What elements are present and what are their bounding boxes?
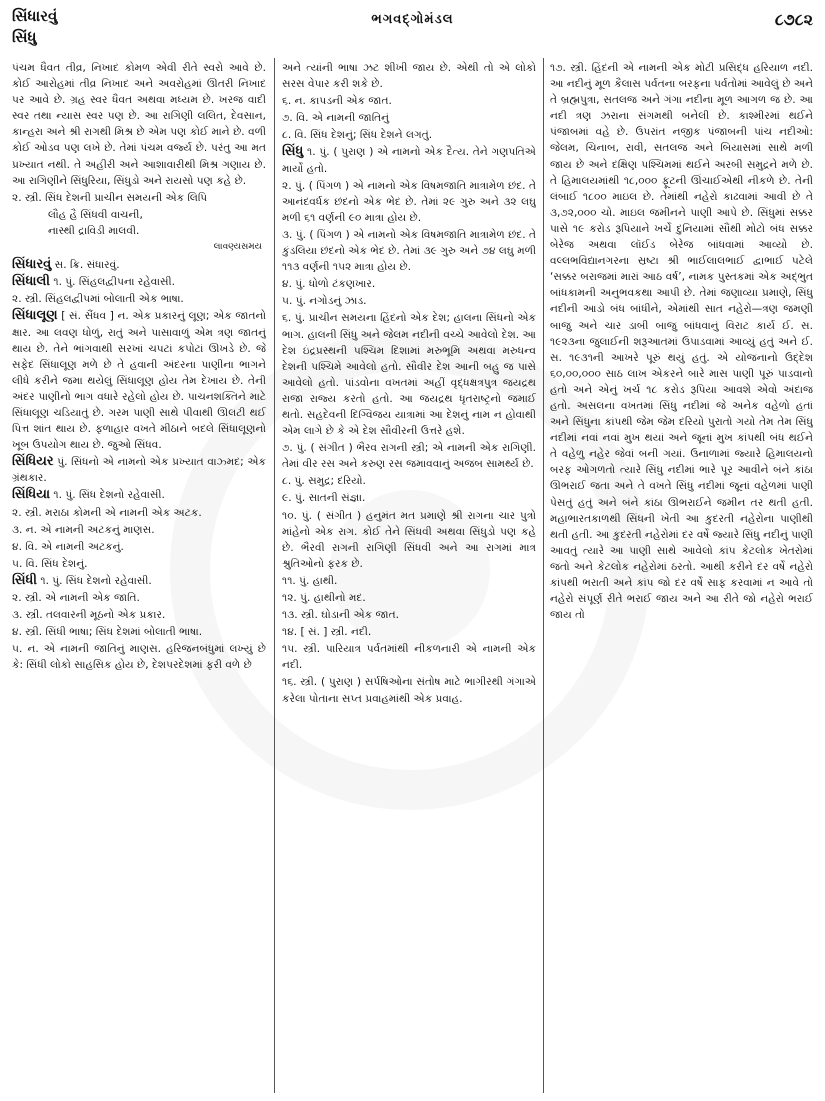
entry-text: ૧૪. [ સં. ] સ્ત્રી. નદી. <box>282 626 372 639</box>
entry-text: ૧૨. પું. હાથીનો મદ. <box>282 592 366 604</box>
quote-line: નાસ્થી દ્રાવિડી માલવી. <box>48 224 140 237</box>
entry-text: પું. સિંધનો એ નામનો એક પ્રખ્યાત વાઝ્મદ; એક ગ્રંથકાર. <box>12 456 266 485</box>
page-number: ૮૭૮૨ <box>774 10 813 29</box>
entry-text: ૫. વિ. સિંધ દેશનું. <box>12 557 88 570</box>
entry-text: ૮. પું. સમુદ્ર; દરિયો. <box>282 475 366 488</box>
headword: સિંધાલૂણ <box>12 308 58 324</box>
entry-text: ૯. પું. સાતની સંજ્ઞા. <box>282 492 366 505</box>
entry-text: ૧૬. સ્ત્રી. ( પુરાણ ) સર્પષિઓના સંતોષ માટે ભાગીરથી ગંગાએ કરેલા પોતાના સપ્ત પ્રવાહમાંથી એક પ્રવાહ. <box>282 676 536 705</box>
guide-word-first: સિંધારવું <box>12 7 58 25</box>
entry-text: સ. ક્રિ. સંધારવું. <box>54 259 120 272</box>
headword: સિંધિયા <box>12 487 51 503</box>
entry-text: ૨. સ્ત્રી. મરાઠા કોમની એ નામની એક અટક. <box>12 506 202 519</box>
entry-text: ૪. વિ. એ નામની અટકનું. <box>12 540 124 553</box>
entry-text: ૫. ન. એ નામની જાતિનું માણસ. હરિજનબંધુમાં લખ્યું છે કે: સિંધી લોકો સાહસિક હોય છે, દેશપરદેશમાં ફરી વળે છે <box>12 643 266 672</box>
headword: સિંધારવું <box>12 257 52 273</box>
column-divider <box>543 58 544 1093</box>
entry-text: ૧૦. પું. ( સંગીત ) હનુમંત મત પ્રમાણે શ્રી રાગના ચાર પુત્રો માંહેનો એક રાગ. કોઈ તેને સિંધવી અથવા સિંધુડો પણ કહે છે. ભૈરવી રાગની રાગિણી સિંધવી અને આ રાગમાં માત્ર શ્રુતિઓનો ફરક છે. <box>282 509 536 570</box>
entry-text: ૧. પું. સિંધ દેશનો રહેવાસી. <box>53 489 165 502</box>
headword: સિંધિયર <box>12 454 54 470</box>
quote-author: લાવણ્યસમય <box>213 242 262 253</box>
column-middle <box>282 60 536 1095</box>
entry-text: ૬. ન. કાપડની એક જાત. <box>282 95 392 108</box>
entry-text: ૩. પું. ( પિંગળ ) એ નામનો એક વિષમજાતિ માત્રામેળ છંદ. તે કુંડલિયા છંદનો એક ભેદ છે. તેમાં ૩૯ ગુરુ અને ૭૪ લઘુ મળી ૧૧૩ વર્ણની ૧૫૨ માત્રા હોય છે. <box>282 228 536 274</box>
entry-text: ૮. વિ. સિંધ દેશનું; સિંધ દેશને લગતું. <box>282 129 433 142</box>
entry-text: ૪. સ્ત્રી. સિંધી ભાષા; સિંધ દેશમાં બોલાતી ભાષા. <box>12 626 203 639</box>
entry-text: ૨. સ્ત્રી. સિંધ દેશની પ્રાચીન સમયની એક લિપિ <box>12 191 208 204</box>
column-divider <box>274 58 275 1093</box>
entry-text: [ સં. સૈંધવ ] ન. એક પ્રકારનું લૂણ; એક જાતનો ક્ષાર. આ લવણ ધોળું, રાતું અને પાસાવાળું એમ ત્રણ જાતનું થાય છે. તેને ભાંગવાથી સરખાં ચપટાં કપોટાં ઊખડે છે. જે સફેદ સિંધાલૂણ મળે છે તે હવાની અંદરના પાણીના ભાગને લીધે કરીને જમા થયેલું સિંધાલૂણ હોય તેમ દેખાય છે. તેની અંદર પાણીનો ભાગ વધારે રહેલો હોય છે. પાચનશક્તિને માટે સિંધાલૂણ ચડિયાતું છે. ગરમ પાણી સાથે પીવાથી ઊલટી થઈ પિત્ત શાંત થાય છે. ફળાહાર વખતે મીઠાને બદલે સિંધાલૂણનો ખૂબ ઉપયોગ થાય છે. જુઓ સિંધવ. <box>12 310 266 452</box>
entry-text: ૧૩. સ્ત્રી. ઘોડાની એક જાત. <box>282 609 399 622</box>
guide-word-last: સિંધુ <box>12 28 37 46</box>
headword: સિંધુ <box>282 144 304 160</box>
dictionary-title: ભગવદ્ગોમંડલ <box>371 12 454 27</box>
entry-text: ૭. પું. ( સંગીત ) ભૈરવ રાગની સ્ત્રી; એ નામની એક રાગિણી. તેમાં વીર રસ અને કરુણ રસ જમાવવાનું અજબ સામર્થ્ય છે. <box>282 442 536 471</box>
entry-text: ૭. વિ. એ નામની જાતિનું <box>282 112 390 125</box>
entry-text: ૧૧. પું. હાથી. <box>282 574 338 587</box>
entry-text: ૧૫. સ્ત્રી. પારિયાત્ર પર્વતમાંથી નીકળનારી એ નામની એક નદી. <box>282 643 536 672</box>
entry-text: પંચમ ધૈવત તીવ્ર, નિખાદ કોમળ એવી રીતે સ્વરો આવે છે. કોઈ આરોહમાં તીવ્ર નિખાદ અને અવરોહમાં ઊતરી નિખાદ પર આવે છે. ગ્રહ સ્વર ધૈવત અથવા મધ્યમ છે. ખરજ વાદી સ્વર તથા ન્યાસ સ્વર પણ છે. આ રાગિણી લલિત, દેવસાન, કાન્હરા અને શ્રી રાગથી મિશ્ર છે એમ પણ કોઈ માને છે. વળી કોઈ ઓડવ પણ લખે છે. તેમાં પંચમ વર્જ્ય છે. પરંતુ આ મત પ્રખ્યાત નથી. તે અહીરી અને આશાવારીથી મિશ્ર ગણાય છે. આ રાગિણીને સિંધુરિયા, સિંધુડો અને રાયસો પણ કહે છે. <box>12 62 266 187</box>
entry-text: ૪. પું. ધોળો ટંકણખાર. <box>282 278 376 291</box>
entry-text: ૨. પું. ( પિંગળ ) એ નામનો એક વિષમજાતિ માત્રામેળ છંદ. તે આનંદવર્ધક છંદનો એક ભેદ છે. તેમાં ૨૯ ગુરુ અને ૩૨ લઘુ મળી ૬૧ વર્ણની ૯૦ માત્રા હોય છે. <box>282 179 536 224</box>
entry-text: ૧. પું. સિંધ દેશનો રહેવાસી. <box>40 574 152 587</box>
entry-text: ૫. પું. નગોડનું ઝાડ. <box>282 295 367 308</box>
column-left <box>12 60 266 1095</box>
entry-text: ૧. પું. ( પુરાણ ) એ નામનો એક દૈત્ય. તેને ગણપતિએ માર્યો હતો. <box>282 146 536 175</box>
entry-text: ૨. સ્ત્રી. સિંહલદ્વીપમાં બોલાતી એક ભાષા. <box>12 293 184 306</box>
entry-text: ૧૭. સ્ત્રી. હિંદની એ નામની એક મોટી પ્રસિદ્ધ હરિયાળ નદી. આ નદીનું મૂળ કૈલાસ પર્વતના બરફના પર્વતોમાં આવેલું છે અને તે બ્રહ્મપુત્રા, સતલજ અને ગંગા નદીના મૂળ આગળ જ છે. આ નદી ત્રણ ઝરાના સંગમથી બનેલી છે. કાશ્મીરમાં થઈને પંજાબમાં વહે છે. ઉપરાંત નજીક પંજાબની પાંચ નદીઓ: જેલમ, ચિનાબ, રાવી, સતલજ અને બિયાસમાં સાથે મળી જાય છે અને દક્ષિણ પશ્ચિમમાં થઈને અરબી સમુદ્રને મળે છે. તે હિમાલયમાંથી ૧૮,૦૦૦ ફૂટની ઊંચાઈએથી નીકળે છે. તેની લંબાઈ ૧૮૦૦ માઇલ છે. તેમાંથી નહેરો કાઢવામાં આવી છે તે ૩,૭૨,૦૦૦ ચો. માઇલ જમીનને પાણી આપે છે. સિંધુમાં સક્કર પાસે ૧૯ કરોડ રૂપિયાને ખર્ચે દુનિયામાં સૌથી મોટો બંધ સક્કર બેરેજ અથવા લૉઈડ બેરેજ બાંધવામાં આવ્યો છે. વલ્લભવિદ્યાનગરના સ્રષ્ટા શ્રી ભાઈલાલભાઈ દ્વાભાઈ પટેલે ‘સક્કર બરાજમાં મારાં આઠ વર્ષ’, નામક પુસ્તકમાં એક અદ્ભુત બાંધકામની અનુભવકથા આપી છે. તેમાં જણાવ્યા પ્રમાણે, સિંધુ નદીની આડો બંધ બાંધીને, એમાંથી સાત નહેરો—ત્રણ જમણી બાજુ અને ચાર ડાબી બાજુ બાંધવાનું વિરાટ કાર્ય ઈ. સ. ૧૯૨૩ના જુલાઈની શરૂઆતમાં ઉપાડવામાં આવ્યું હતું અને ઈ. સ. ૧૯૩૧ની આખરે પૂરું થયું હતું. એ યોજનાનો ઉદ્દેશ ૬૦,૦૦,૦૦૦ સાઠ લાખ એકરને બારે માસ પાણી પૂરું પાડવાનો હતો અને એનું ખર્ચ ૧૮ કરોડ રૂપિયા આવશે એવો અંદાજ હતો. અસલના વખતમાં સિંધુ નદીમાં જે અનેક વહેળો હતાં અને સિંધુના કાંપથી જેમ જેમ દરિયો પુરાતો ગયો તેમ તેમ સિંધુ નદીમાં નવાં નવાં મુખ થયાં અને જૂનાં મુખ કાંપથી બંધ થઈને તે વહેળુ નહેર જેવાં બની ગયાં. ઉનાળામાં જ્યારે હિમાલયનો બરફ ઓગળતો ત્યારે સિંધુ નદીમાં ભારે પૂર આવીને બંને કાંઠા ઊભરાઈ જતા અને તે વખતે સિંધુ નદીમાં જૂનાં વહેળમાં પાણી પેસતું હતું અને બંને કાંઠા ઊભરાઈને જમીન તર થતી હતી. મહાભારતકાળથી સિંધની ખેતી આ કુદરતી નહેરોના પાણીથી થતી હતી. આ કુદરતી નહેરોમાં દર વર્ષે જ્યારે સિંધુ નદીનું પાણી આવતું ત્યારે આ પાણી સાથે આવેલો કાંપ કેટલોક ખેતરોમાં જતો અને કેટલોક નહેરોમાં ઠરતો. આથી કરીને દર વર્ષે નહેરો કાંપથી ભરાતી અને કાંપ જો દર વર્ષે સાફ કરવામાં ન આવે તો નહેરો સંપૂર્ણ રીતે ભરાઈ જાય અને આ રીતે જો નહેરો ભરાઈ જાય તો <box>550 62 813 622</box>
entry-text: ૬. પું. પ્રાચીન સમયના હિંદનો એક દેશ; હાલના સિંધનો એક ભાગ. હાલની સિંધુ અને જેલમ નદીની વચ્ચે આવેલો દેશ. આ દેશ ઇંદ્રપ્રસ્થની પશ્ચિમ દિશામાં મરુભૂમિ અથવા મરુધન્વ દેશની પશ્ચિમે આવેલો હતો. સૌવીર દેશ આની બહુ જ પાસે આવેલો હતો. પાંડવોના વખતમાં અહીં વૃદ્ધક્ષત્રપુત્ર જયદ્રથ રાજા રાજ્ય કરતો હતો. આ જયદ્રથ ધૃતરાષ્ટ્રનો જમાઈ થતો. સહદેવની દિગ્વિજય યાત્રામાં આ દેશનું નામ ન હોવાથી એમ લાગે છે કે એ દેશ સૌવીરની ઉત્તરે હશે. <box>282 312 536 438</box>
headword: સિંધાલી <box>12 274 50 290</box>
headword: સિંધી <box>12 572 37 588</box>
column-right <box>550 60 813 1095</box>
entry-text: ૩. સ્ત્રી. તલવારની મૂઠનો એક પ્રકાર. <box>12 609 166 622</box>
quote-line: લૌહ હૈ સિંધવી વાચની, <box>48 208 143 221</box>
entry-text: અને ત્યાંની ભાષા ઝટ શીખી જાય છે. એથી તો એ લોકો સરસ વેપાર કરી શકે છે. <box>282 62 536 91</box>
entry-text: ૩. ન. એ નામની અટકનું માણસ. <box>12 523 155 536</box>
entry-text: ૧. પું. સિંહલદ્વીપના રહેવાસી. <box>53 276 175 289</box>
entry-text: ૨. સ્ત્રી. એ નામની એક જાતિ. <box>12 592 140 604</box>
page-header <box>12 6 813 54</box>
